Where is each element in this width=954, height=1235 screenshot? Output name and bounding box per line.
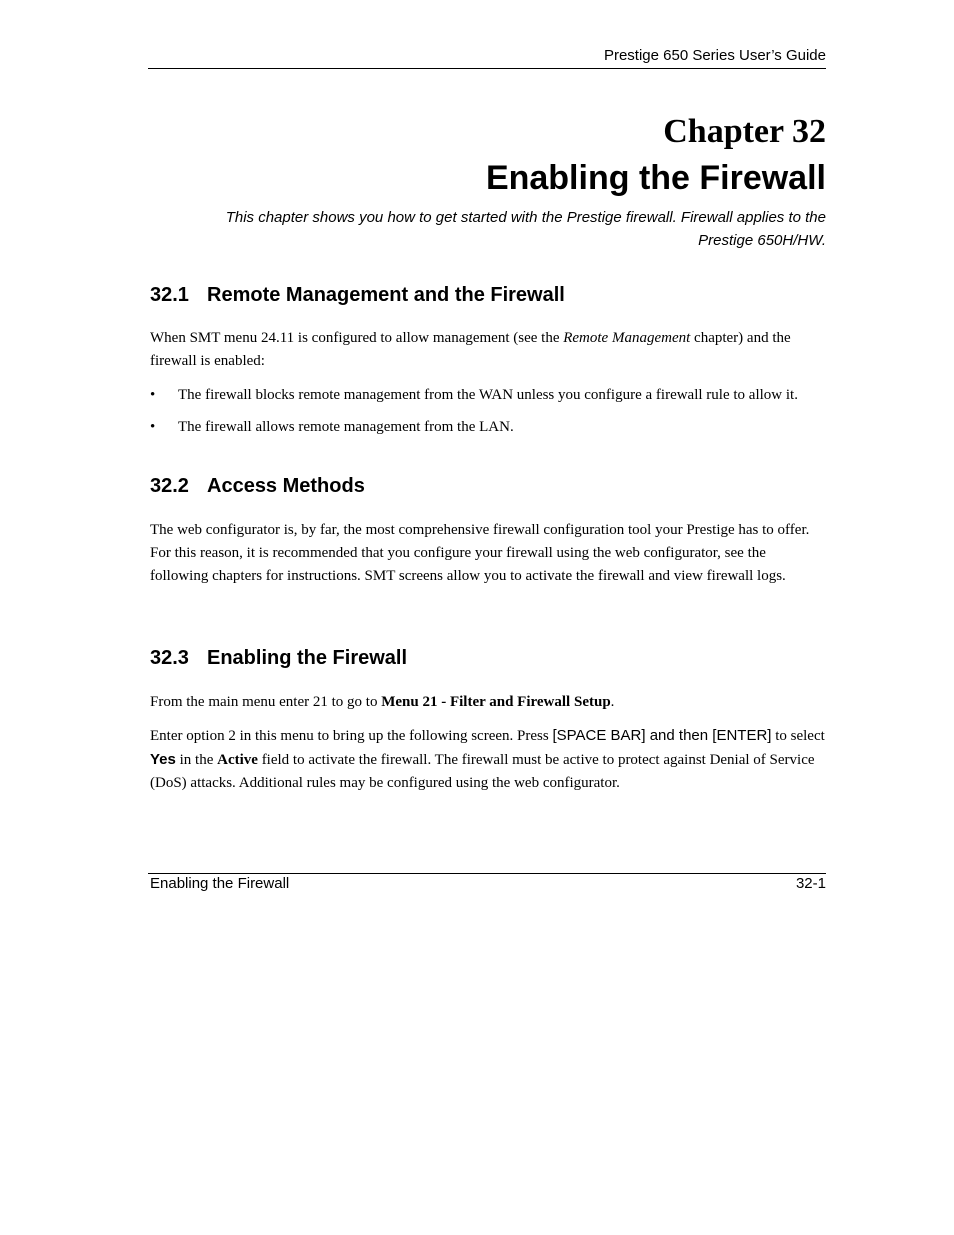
section-32-3-paragraph-2: Enter option 2 in this menu to bring up the following screen. Press [SPACE BAR] and then [ENTER] to select Yes in the Active field to activate the firewall. The firewall must be active to protect against Denial of Service (DoS) attacks. Additional rules may be configured using the web configurator. <box>150 727 825 791</box>
section-heading-32-3 <box>150 645 407 671</box>
footer-rule <box>148 873 826 874</box>
chapter-intro <box>150 206 826 252</box>
section-number: 32.1 <box>150 284 189 306</box>
key-space-bar: [SPACE BAR] <box>552 727 646 744</box>
footer-chapter-name: Enabling the Firewall <box>150 875 290 892</box>
section-32-3-paragraph-1: From the main menu enter 21 to go to Menu 21 - Filter and Firewall Setup. <box>150 694 615 710</box>
section-32-2-paragraph: The web configurator is, by far, the most comprehensive firewall configuration tool your Prestige has to offer. For this reason, it is recommended that you configure your firewall using the web configurator, see the following chapters for instructions. SMT screens allow you to activate the firewall and view firewall logs. <box>150 522 810 584</box>
section-heading-32-1 <box>150 282 565 308</box>
bullet-item: • The firewall allows remote management from the LAN. <box>150 416 826 439</box>
section-title: Enabling the Firewall <box>207 647 408 669</box>
section-number: 32.2 <box>150 475 189 497</box>
section-heading-32-2 <box>150 473 365 499</box>
key-enter: [ENTER] <box>712 727 772 744</box>
field-active: Active <box>217 752 258 768</box>
value-yes: Yes <box>150 751 176 768</box>
section-32-1-paragraph: When SMT menu 24.11 is configured to allow management (see the Remote Management chapter) and the firewall is enabled: <box>150 330 791 369</box>
section-title: Remote Management and the Firewall <box>207 284 565 306</box>
chapter-title: Enabling the Firewall <box>485 159 826 197</box>
bullet-icon: • <box>150 419 156 435</box>
bullet-icon: • <box>150 387 156 403</box>
chapter-intro-line1: This chapter shows you how to get started with the Prestige firewall. Firewall applies to the <box>225 209 826 226</box>
chapter-number: Chapter 32 <box>663 113 826 150</box>
chapter-intro-line2: Prestige 650H/HW. <box>698 232 826 249</box>
section-title: Access Methods <box>207 475 365 497</box>
footer-page-number: 32-1 <box>795 875 826 892</box>
section-number: 32.3 <box>150 647 189 669</box>
header-rule <box>148 68 826 69</box>
menu-reference: Menu 21 - Filter and Firewall Setup <box>381 694 611 710</box>
bullet-item: • The firewall blocks remote management from the WAN unless you configure a firewall rule to allow it. <box>150 384 826 407</box>
running-header: Prestige 650 Series User’s Guide <box>603 47 826 64</box>
